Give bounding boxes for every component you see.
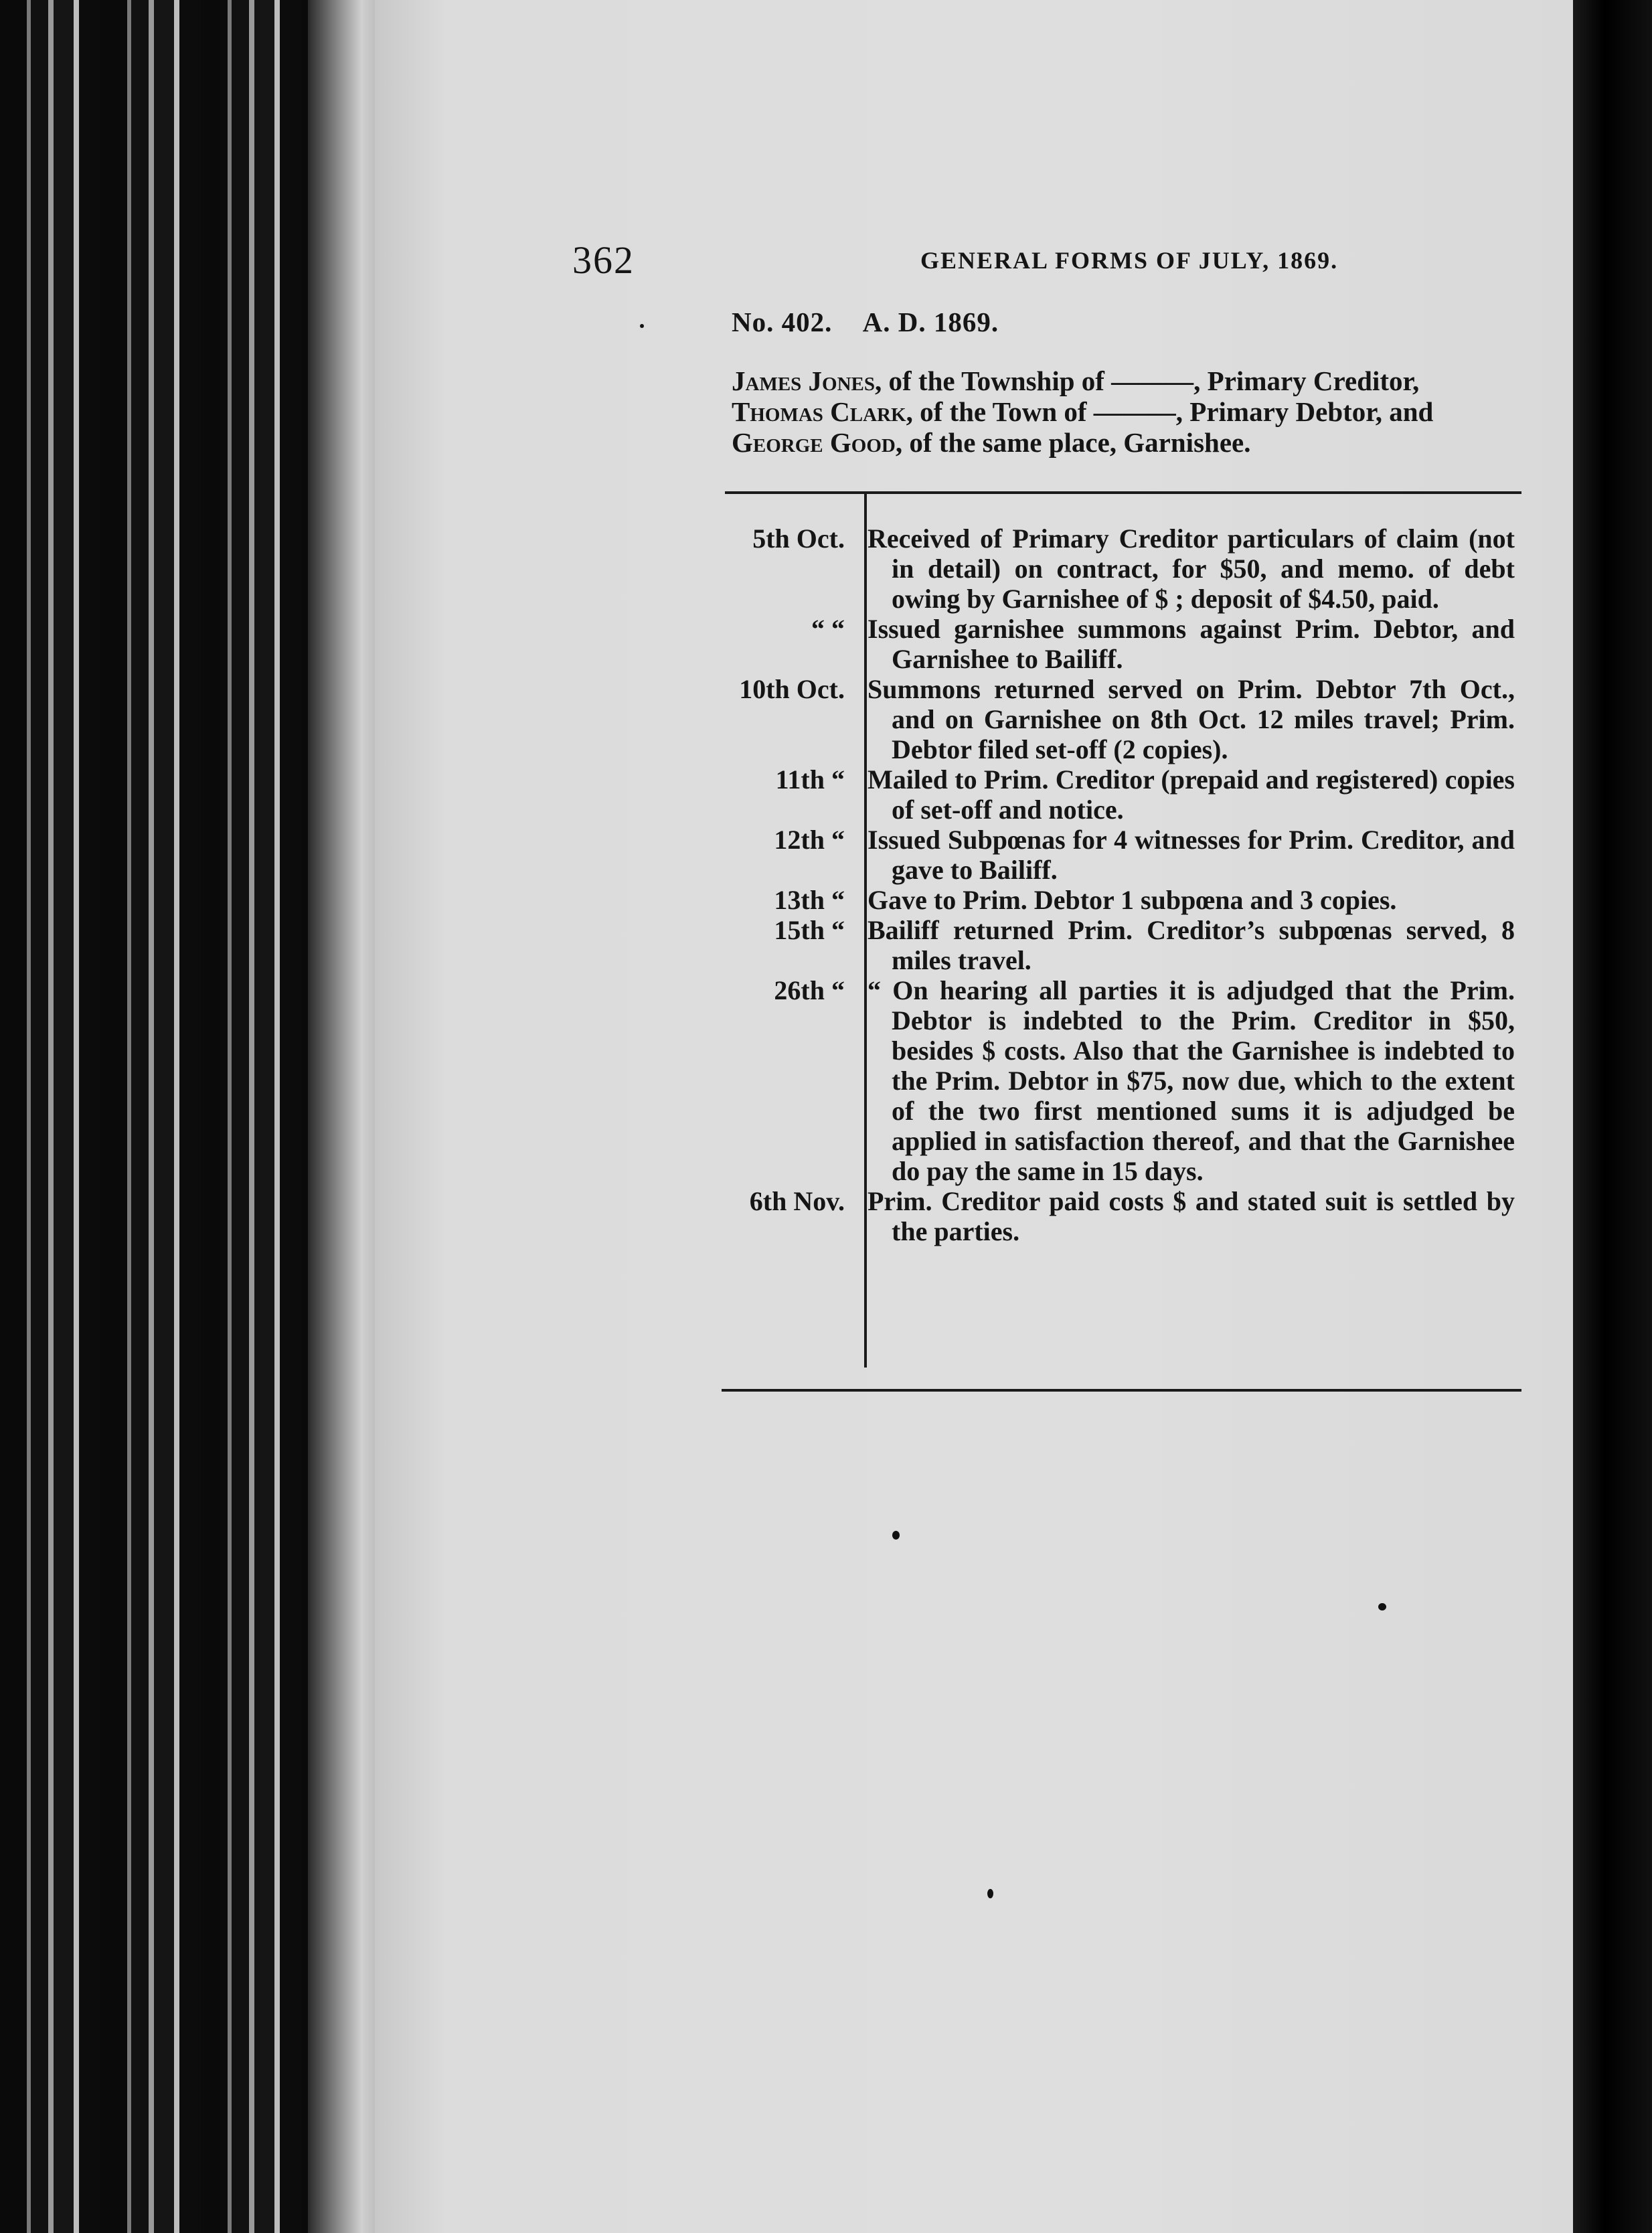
entry-date: 26th “ xyxy=(774,975,845,1005)
docket-entry xyxy=(722,614,1525,674)
party-garnishee xyxy=(732,427,1535,458)
party-primary-debtor xyxy=(732,396,1535,427)
print-speck xyxy=(640,324,644,328)
entry-text: Prim. Creditor paid costs $ and stated suit is settled by the parties. xyxy=(868,1186,1515,1246)
party-description: , of the same place, Garnishee. xyxy=(895,427,1251,458)
entry-date: 6th Nov. xyxy=(749,1186,845,1216)
print-speck xyxy=(1378,1603,1386,1610)
party-name: Thomas Clark xyxy=(732,396,906,427)
print-speck xyxy=(987,1889,993,1898)
party-name: George Good xyxy=(732,427,896,458)
entry-text: Summons returned served on Prim. Debtor 7th Oct., and on Garnishee on 8th Oct. 12 miles travel; Prim. Debtor filed set-off (2 copies). xyxy=(868,674,1515,764)
entry-text: Bailiff returned Prim. Creditor’s subpœnas served, 8 miles travel. xyxy=(868,915,1515,975)
docket-entries xyxy=(722,523,1525,1246)
entry-date: 5th Oct. xyxy=(752,523,845,554)
entry-date: 11th “ xyxy=(775,764,845,795)
running-head: GENERAL FORMS OF JULY, 1869. xyxy=(920,247,1339,274)
parties-block xyxy=(732,365,1535,458)
page-number: 362 xyxy=(572,238,635,282)
docket-entry xyxy=(722,825,1525,885)
docket-entry xyxy=(722,885,1525,915)
docket-entry xyxy=(722,523,1525,614)
entry-date: 10th Oct. xyxy=(739,674,845,704)
party-description: , of the Town of ———, Primary Debtor, and xyxy=(906,396,1434,427)
entry-date: 12th “ xyxy=(774,825,845,855)
table-bottom-rule xyxy=(722,1389,1521,1392)
docket-entry xyxy=(722,1186,1525,1246)
entry-text: “ On hearing all parties it is adjudged that the Prim. Debtor is indebted to the Prim. Creditor in $50, besides $ costs. Also that the Garnishee is indebted to the Prim. Debtor in $75, now due, which to the extent of the two first mentioned sums it is adjudged be applied in satisfaction thereof, and that the Garnishee do pay the same in 15 days. xyxy=(868,975,1515,1186)
form-number: No. 402. xyxy=(732,307,833,337)
entry-date: “ “ xyxy=(811,614,845,644)
print-speck xyxy=(892,1531,900,1540)
form-year: A. D. 1869. xyxy=(862,307,999,337)
party-primary-creditor xyxy=(732,365,1535,396)
docket-entry xyxy=(722,915,1525,975)
entry-text: Mailed to Prim. Creditor (prepaid and registered) copies of set-off and notice. xyxy=(868,764,1515,825)
docket-entry xyxy=(722,764,1525,825)
entry-date: 15th “ xyxy=(774,915,845,945)
entry-text: Issued Subpœnas for 4 witnesses for Prim. Creditor, and gave to Bailiff. xyxy=(868,825,1515,885)
table-top-rule xyxy=(725,491,1521,494)
party-description: , of the Township of ———, Primary Creditor, xyxy=(875,365,1420,396)
form-heading xyxy=(732,306,999,338)
entry-date: 13th “ xyxy=(774,885,845,915)
docket-entry xyxy=(722,674,1525,764)
entry-text: Issued garnishee summons against Prim. Debtor, and Garnishee to Bailiff. xyxy=(868,614,1515,674)
docket-entry xyxy=(722,975,1525,1186)
entry-text: Gave to Prim. Debtor 1 subpœna and 3 copies. xyxy=(868,885,1397,915)
page-gutter-edge xyxy=(308,0,375,2233)
facing-page-edge xyxy=(1573,0,1652,2233)
entry-text: Received of Primary Creditor particulars of claim (not in detail) on contract, for $50, and memo. of debt owing by Garnishee of $ ; deposit of $4.50, paid. xyxy=(868,523,1515,614)
party-name: James Jones xyxy=(732,365,876,396)
